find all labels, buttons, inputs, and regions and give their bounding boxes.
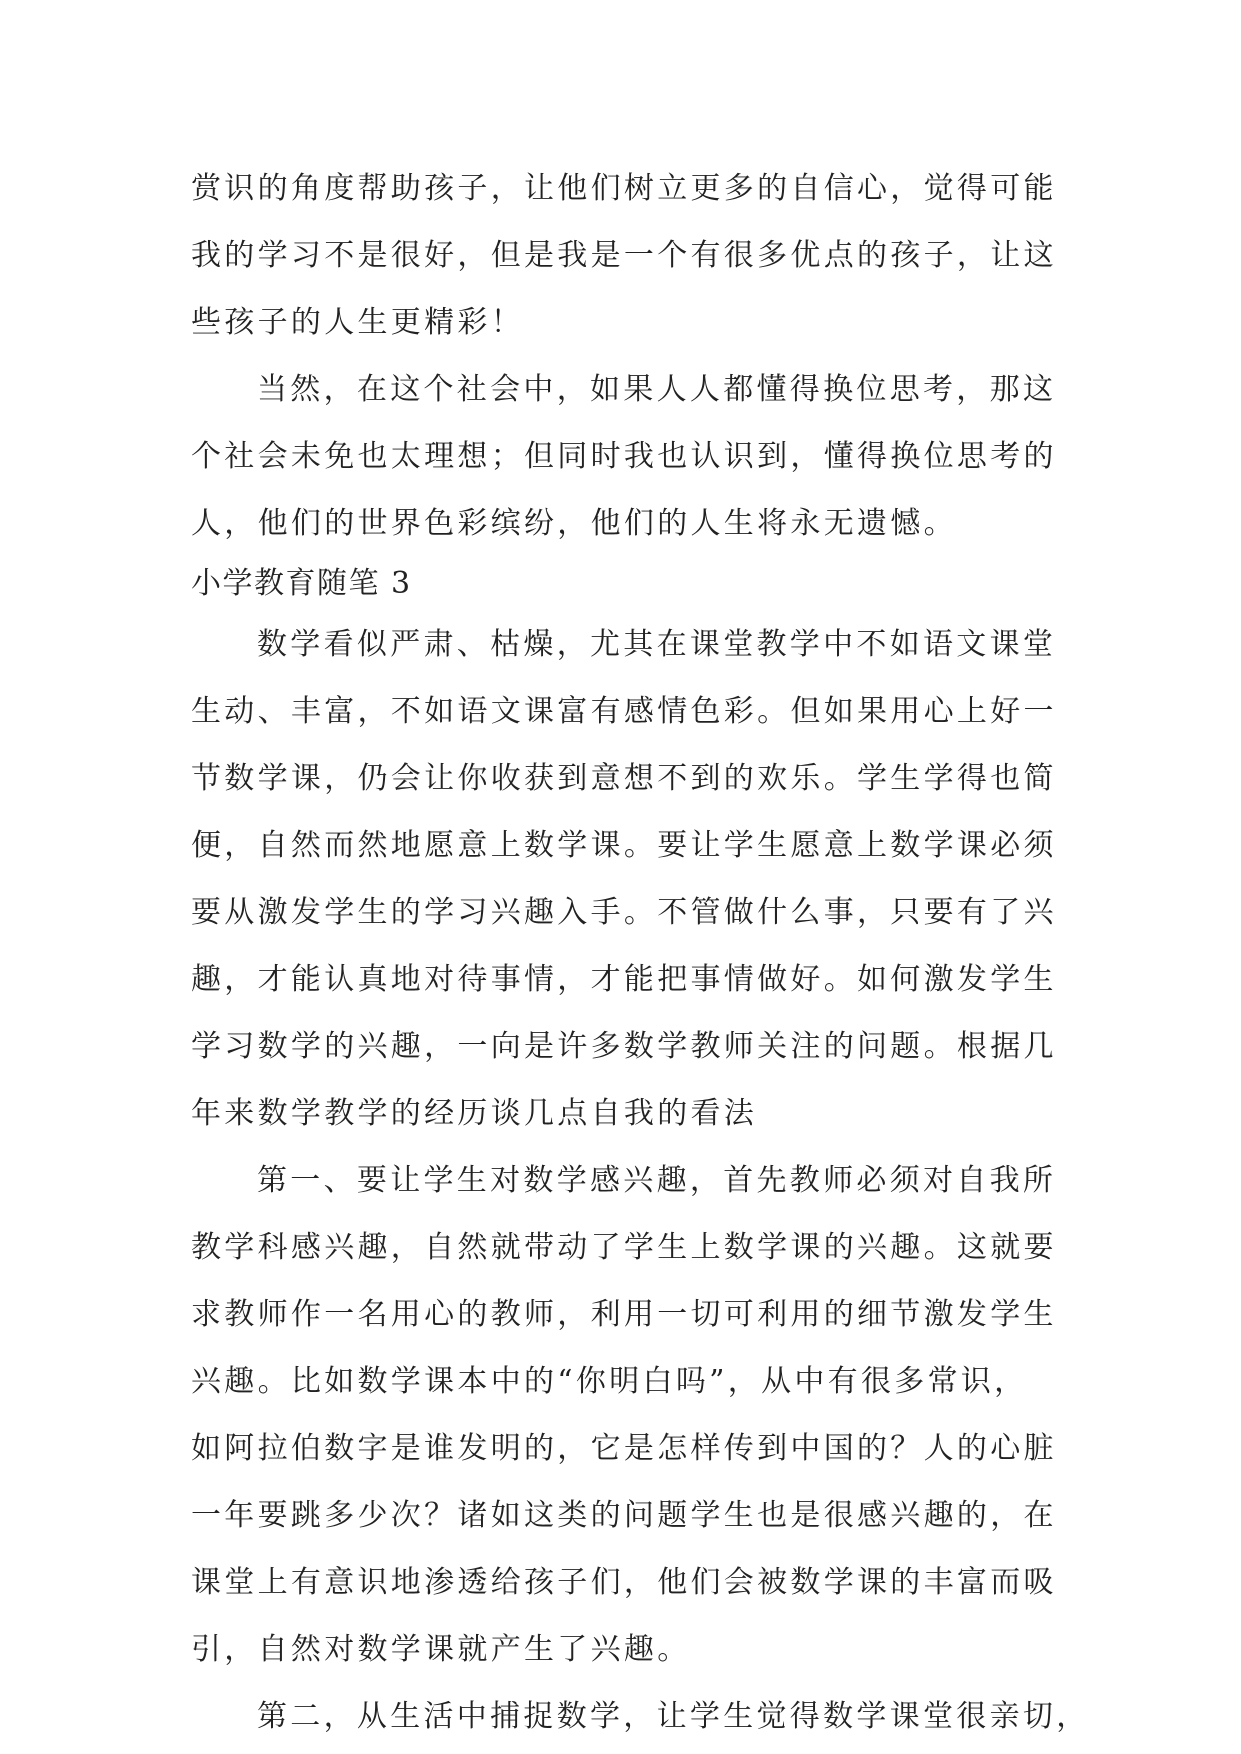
text-line: 求教师作一名用心的教师，利用一切可利用的细节激发学生 bbox=[191, 1297, 1057, 1332]
text-line: 生动、丰富，不如语文课富有感情色彩。但如果用心上好一 bbox=[191, 694, 1057, 729]
text-line: 当然，在这个社会中，如果人人都懂得换位思考，那这 bbox=[257, 372, 1057, 407]
paragraph bbox=[191, 1147, 1057, 1683]
text-line: 要从激发学生的学习兴趣入手。不管做什么事，只要有了兴 bbox=[191, 895, 1057, 930]
text-line: 便，自然而然地愿意上数学课。要让学生愿意上数学课必须 bbox=[191, 828, 1057, 863]
text-line: 一年要跳多少次？诸如这类的问题学生也是很感兴趣的，在 bbox=[191, 1498, 1057, 1533]
text-line: 年来数学教学的经历谈几点自我的看法 bbox=[191, 1096, 758, 1131]
text-line: 些孩子的人生更精彩！ bbox=[191, 305, 524, 340]
paragraph bbox=[191, 356, 1057, 557]
document-page bbox=[191, 155, 1090, 1750]
text-line: 教学科感兴趣，自然就带动了学生上数学课的兴趣。这就要 bbox=[191, 1230, 1057, 1265]
text-line: 课堂上有意识地渗透给孩子们，他们会被数学课的丰富而吸 bbox=[191, 1565, 1057, 1600]
text-line: 人，他们的世界色彩缤纷，他们的人生将永无遗憾。 bbox=[191, 506, 957, 541]
paragraph bbox=[191, 611, 1057, 1147]
text-line: 节数学课，仍会让你收获到意想不到的欢乐。学生学得也简 bbox=[191, 761, 1057, 796]
text-line: 如阿拉伯数字是谁发明的，它是怎样传到中国的？人的心脏 bbox=[191, 1431, 1057, 1466]
paragraph bbox=[191, 155, 1057, 356]
paragraph bbox=[191, 1683, 1090, 1750]
text-line: 学习数学的兴趣，一向是许多数学教师关注的问题。根据几 bbox=[191, 1029, 1057, 1064]
text-line: 第一、要让学生对数学感兴趣，首先教师必须对自我所 bbox=[257, 1163, 1057, 1198]
text-line: 趣，才能认真地对待事情，才能把事情做好。如何激发学生 bbox=[191, 962, 1057, 997]
text-line: 引，自然对数学课就产生了兴趣。 bbox=[191, 1632, 691, 1667]
section-title: 小学教育随笔 3 bbox=[191, 566, 412, 601]
text-line: 我的学习不是很好，但是我是一个有很多优点的孩子，让这 bbox=[191, 238, 1057, 273]
text-line: 数学看似严肃、枯燥，尤其在课堂教学中不如语文课堂 bbox=[257, 627, 1057, 662]
text-line: 个社会未免也太理想；但同时我也认识到，懂得换位思考的 bbox=[191, 439, 1057, 474]
text-line: 赏识的角度帮助孩子，让他们树立更多的自信心，觉得可能 bbox=[191, 171, 1057, 206]
text-line: 第二，从生活中捕捉数学，让学生觉得数学课堂很亲切， bbox=[257, 1699, 1090, 1734]
text-line: 兴趣。比如数学课本中的“你明白吗”，从中有很多常识， bbox=[191, 1364, 1028, 1399]
